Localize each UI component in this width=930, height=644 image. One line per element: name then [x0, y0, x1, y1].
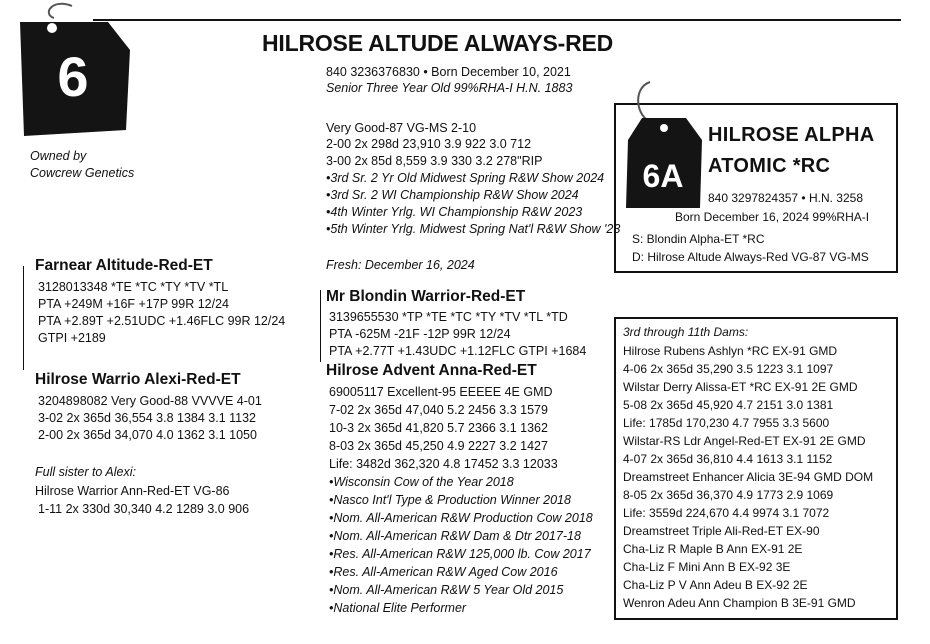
lot-award: •3rd Sr. 2 WI Championship R&W Show 2024 — [326, 188, 579, 202]
lot-award: •4th Winter Yrlg. WI Championship R&W 2023 — [326, 205, 583, 219]
dam-line: 7-02 2x 365d 47,040 5.2 2456 3.3 1579 — [329, 403, 548, 417]
dams-line: Cha-Liz F Mini Ann B EX-92 3E — [623, 560, 791, 574]
sister-name: Hilrose Warrior Ann-Red-ET VG-86 — [35, 484, 230, 498]
dam-award: •Nom. All-American R&W Production Cow 2018 — [329, 511, 593, 525]
lot-6a-sire: S: Blondin Alpha-ET *RC — [632, 232, 765, 246]
dam-sire-line: PTA +2.77T +1.43UDC +1.12FLC GTPI +1684 — [329, 344, 587, 358]
dam-award: •Nom. All-American R&W 5 Year Old 2015 — [329, 583, 564, 597]
sire-line: 3128013348 *TE *TC *TY *TV *TL — [38, 280, 229, 294]
lot-record: 3-00 2x 85d 8,559 3.9 330 3.2 278"RIP — [326, 154, 543, 168]
lot-6a-title-line1: HILROSE ALPHA — [708, 124, 875, 146]
owner-label: Owned by — [30, 149, 87, 163]
dam-award: •Wisconsin Cow of the Year 2018 — [329, 475, 514, 489]
dams-line: Cha-Liz P V Ann Adeu B EX-92 2E — [623, 578, 808, 592]
dam-sire-line: PTA -625M -21F -12P 99R 12/24 — [329, 327, 511, 341]
dams-line: 4-07 2x 365d 36,810 4.4 1613 3.1 1152 — [623, 452, 833, 466]
dam-line: Life: 3482d 362,320 4.8 17452 3.3 12033 — [329, 457, 558, 471]
dams-heading: 3rd through 11th Dams: — [623, 325, 749, 339]
sire-dam-line: 3-02 2x 365d 36,554 3.8 1384 3.1 1132 — [38, 411, 257, 425]
dams-line: Dreamstreet Enhancer Alicia 3E-94 GMD DOM — [623, 470, 874, 484]
lot-class-line: Senior Three Year Old 99%RHA-I H.N. 1883 — [326, 81, 573, 95]
lot-award: •3rd Sr. 2 Yr Old Midwest Spring R&W Show 2024 — [326, 171, 605, 185]
sire-line: GTPI +2189 — [38, 331, 106, 345]
lot-6a-number: 6A — [642, 158, 684, 194]
dams-line: Hilrose Rubens Ashlyn *RC EX-91 GMD — [623, 344, 838, 358]
sire-name: Farnear Altitude-Red-ET — [35, 257, 213, 274]
lot-6a-title-line2: ATOMIC *RC — [708, 155, 831, 177]
sire-dam-line: 2-00 2x 365d 34,070 4.0 1362 3.1 1050 — [38, 428, 257, 442]
sister-label: Full sister to Alexi: — [35, 465, 136, 479]
dams-line: 5-08 2x 365d 45,920 4.7 2151 3.0 1381 — [623, 398, 834, 412]
lot-record: 2-00 2x 298d 23,910 3.9 922 3.0 712 — [326, 137, 532, 151]
dam-sire-bracket — [320, 290, 321, 362]
dams-line: 8-05 2x 365d 36,370 4.9 1773 2.9 1069 — [623, 488, 834, 502]
dam-award: •Nom. All-American R&W Dam & Dtr 2017-18 — [329, 529, 581, 543]
dams-line: Life: 3559d 224,670 4.4 9974 3.1 7072 — [623, 506, 830, 520]
lot-6a-id: 840 3297824357 • H.N. 3258 — [708, 191, 863, 205]
dams-line: Life: 1785d 170,230 4.7 7955 3.3 5600 — [623, 416, 830, 430]
lot-6a-birth: Born December 16, 2024 99%RHA-I — [675, 210, 870, 224]
dam-line: 69005117 Excellent-95 EEEEE 4E GMD — [329, 385, 553, 399]
lot-6a-dam: D: Hilrose Altude Always-Red VG-87 VG-MS — [632, 250, 869, 264]
lot-number: 6 — [57, 45, 89, 108]
lot-fresh: Fresh: December 16, 2024 — [326, 258, 475, 272]
lot-id-birth: 840 3236376830 • Born December 10, 2021 — [326, 65, 571, 79]
dam-award: •Res. All-American R&W Aged Cow 2016 — [329, 565, 558, 579]
sister-record: 1-11 2x 330d 30,340 4.2 1289 3.0 906 — [38, 502, 250, 516]
top-rule — [93, 19, 901, 21]
lot-award: •5th Winter Yrlg. Midwest Spring Nat'l R&W Show '23 — [326, 222, 621, 236]
dams-line: 4-06 2x 365d 35,290 3.5 1223 3.1 1097 — [623, 362, 834, 376]
sire-dam-line: 3204898082 Very Good-88 VVVVE 4-01 — [38, 394, 262, 408]
dam-award: •Res. All-American R&W 125,000 lb. Cow 2017 — [329, 547, 591, 561]
lot-classification: Very Good-87 VG-MS 2-10 — [326, 121, 477, 135]
lot-title: HILROSE ALTUDE ALWAYS-RED — [262, 30, 614, 56]
dams-line: Wilstar Derry Alissa-ET *RC EX-91 2E GMD — [623, 380, 858, 394]
sire-line: PTA +2.89T +2.51UDC +1.46FLC 99R 12/24 — [38, 314, 286, 328]
sire-line: PTA +249M +16F +17P 99R 12/24 — [38, 297, 229, 311]
dam-award: •Nasco Int'l Type & Production Winner 2018 — [329, 493, 571, 507]
dam-line: 8-03 2x 365d 45,250 4.9 2227 3.2 1427 — [329, 439, 548, 453]
dams-line: Wenron Adeu Ann Champion B 3E-91 GMD — [623, 596, 856, 610]
dam-sire-name: Mr Blondin Warrior-Red-ET — [326, 288, 526, 305]
owner-block — [30, 148, 134, 182]
sire-dam-name: Hilrose Warrio Alexi-Red-ET — [35, 371, 241, 388]
dams-line: Dreamstreet Triple Ali-Red-ET EX-90 — [623, 524, 820, 538]
dam-name: Hilrose Advent Anna-Red-ET — [326, 362, 537, 379]
dams-line: Cha-Liz R Maple B Ann EX-91 2E — [623, 542, 803, 556]
sire-bracket — [23, 266, 24, 370]
dam-sire-line: 3139655530 *TP *TE *TC *TY *TV *TL *TD — [329, 310, 568, 324]
owner-name: Cowcrew Genetics — [30, 166, 135, 180]
dam-award: •National Elite Performer — [329, 601, 467, 615]
dam-line: 10-3 2x 365d 41,820 5.7 2366 3.1 1362 — [329, 421, 548, 435]
dams-line: Wilstar-RS Ldr Angel-Red-ET EX-91 2E GMD — [623, 434, 866, 448]
